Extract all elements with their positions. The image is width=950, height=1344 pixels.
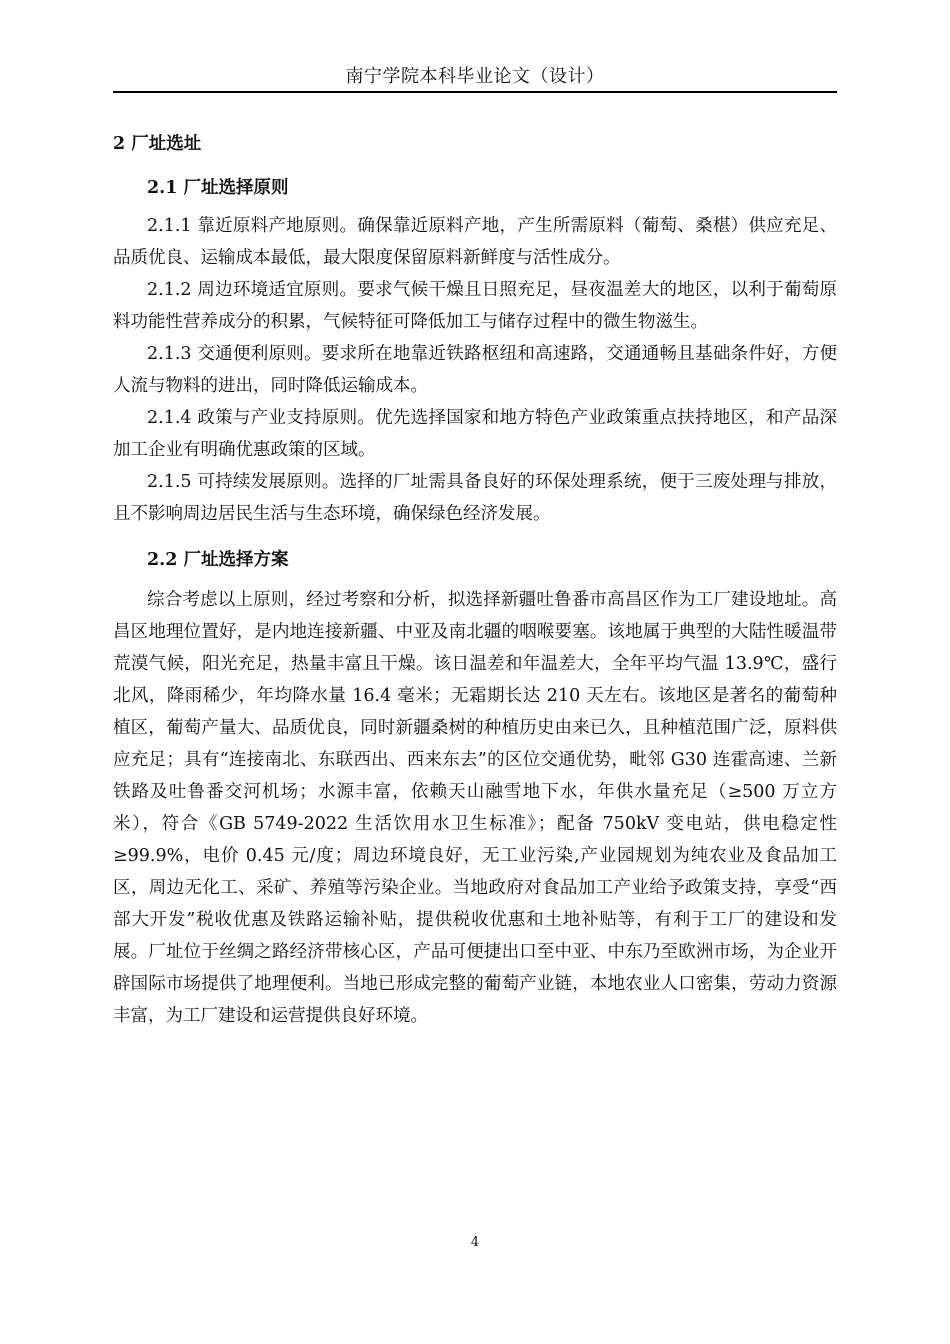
section-heading: 2 厂址选址 xyxy=(113,134,202,154)
subsection-heading-2-2: 2.2 厂址选择方案 xyxy=(147,550,289,570)
page-body xyxy=(113,128,837,1032)
paragraph-2-1-1: 2.1.1 靠近原料产地原则。确保靠近原料产地，产生所需原料（葡萄、桑椹）供应充足、品质优良、运输成本最低，最大限度保留原料新鲜度与活性成分。 xyxy=(113,216,837,268)
running-header: 南宁学院本科毕业论文（设计） xyxy=(345,66,605,87)
paragraph-2-1-3: 2.1.3 交通便利原则。要求所在地靠近铁路枢纽和高速路，交通通畅且基础条件好，方便人流与物料的进出，同时降低运输成本。 xyxy=(113,344,837,396)
paragraph-2-1-2: 2.1.2 周边环境适宜原则。要求气候干燥且日照充足，昼夜温差大的地区，以利于葡萄原料功能性营养成分的积累，气候特征可降低加工与储存过程中的微生物滋生。 xyxy=(113,280,837,332)
subsection-heading-2-1: 2.1 厂址选择原则 xyxy=(147,178,289,198)
paragraph-2-1-4: 2.1.4 政策与产业支持原则。优先选择国家和地方特色产业政策重点扶持地区，和产品深加工企业有明确优惠政策的区域。 xyxy=(113,408,837,460)
paragraph-2-1-5: 2.1.5 可持续发展原则。选择的厂址需具备良好的环保处理系统，便于三废处理与排放，且不影响周边居民生活与生态环境，确保绿色经济发展。 xyxy=(113,472,837,524)
header-divider xyxy=(113,91,837,93)
page-number: 4 xyxy=(470,1235,480,1250)
paragraph-2-2: 综合考虑以上原则，经过考察和分析，拟选择新疆吐鲁番市高昌区作为工厂建设地址。高昌区地理位置好，是内地连接新疆、中亚及南北疆的咽喉要塞。该地属于典型的大陆性暖温带荒漠气候，阳光充足，热量丰富且干燥。该日温差和年温差大，全年平均气温 13.9℃，盛行北风，降雨稀少，年均降水量 16.4 毫米；无霜期长达 210 天左右。该地区是著名的葡萄种植区，葡萄产量大、品质优良，同时新疆桑树的种植历史由来已久，且种植范围广泛，原料供应充足；具有“连接南北、东联西出、西来东去”的区位交通优势，毗邻 G30 连霍高速、兰新铁路及吐鲁番交河机场；水源丰富，依赖天山融雪地下水，年供水量充足（≥500 万立方米），符合《GB 5749-2022 生活饮用水卫生标准》；配备 750kV 变电站，供电稳定性≥99.9%，电价 0.45 元/度；周边环境良好，无工业污染,产业园规划为纯农业及食品加工区，周边无化工、采矿、养殖等污染企业。当地政府对食品加工产业给予政策支持，享受“西部大开发”税收优惠及铁路运输补贴，提供税收优惠和土地补贴等，有利于工厂的建设和发展。厂址位于丝绸之路经济带核心区，产品可便捷出口至中亚、中东乃至欧洲市场，为企业开辟国际市场提供了地理便利。当地已形成完整的葡萄产业链，本地农业人口密集，劳动力资源丰富，为工厂建设和运营提供良好环境。 xyxy=(113,590,837,1026)
